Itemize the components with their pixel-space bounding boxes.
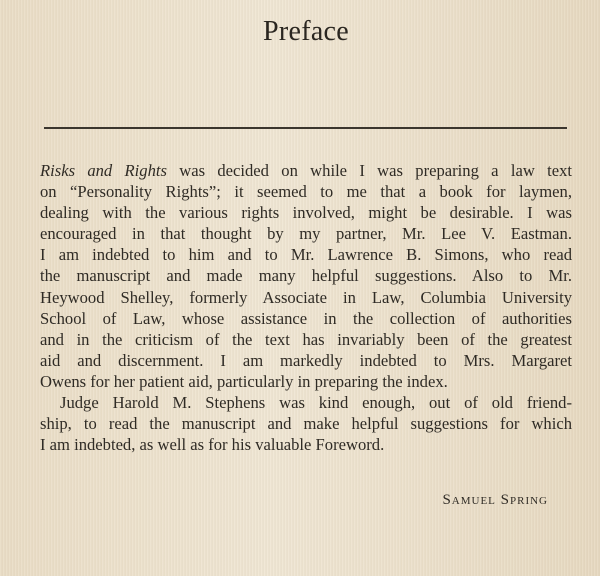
book-title-italic: Risks and Rights bbox=[40, 161, 167, 180]
text-line: encouraged in that thought by my partner, Mr. Lee V. Eastman. bbox=[40, 224, 572, 244]
text-line: the manuscript and made many helpful suggestions. Also to Mr. bbox=[40, 266, 572, 286]
text-line: Judge Harold M. Stephens was kind enough, out of old friend- bbox=[60, 393, 572, 413]
text-line: aid and discernment. I am markedly indebted to Mrs. Margaret bbox=[40, 350, 572, 370]
text-line: Owens for her patient aid, particularly in preparing the index. bbox=[40, 371, 448, 391]
text-line bbox=[40, 160, 572, 181]
author-signature: Samuel Spring bbox=[442, 492, 548, 508]
page-title: Preface bbox=[262, 16, 350, 47]
text-line: School of Law, whose assistance in the collection of authorities bbox=[40, 308, 572, 328]
text-line-rest: was decided on while I was preparing a law text bbox=[166, 161, 573, 180]
preface-body bbox=[40, 160, 572, 455]
text-line: ship, to read the manuscript and make helpful suggestions for which bbox=[40, 414, 572, 434]
title-divider-rule bbox=[44, 127, 567, 129]
text-line: and in the criticism of the text has invariably been of the greatest bbox=[40, 329, 572, 349]
text-line: on “Personality Rights”; it seemed to me that a book for laymen, bbox=[40, 182, 572, 202]
text-line: dealing with the various rights involved, might be desirable. I was bbox=[40, 203, 572, 223]
text-line: I am indebted to him and to Mr. Lawrence B. Simons, who read bbox=[40, 245, 572, 265]
text-line: Heywood Shelley, formerly Associate in Law, Columbia University bbox=[40, 287, 572, 307]
text-line: I am indebted, as well as for his valuable Foreword. bbox=[40, 435, 385, 455]
